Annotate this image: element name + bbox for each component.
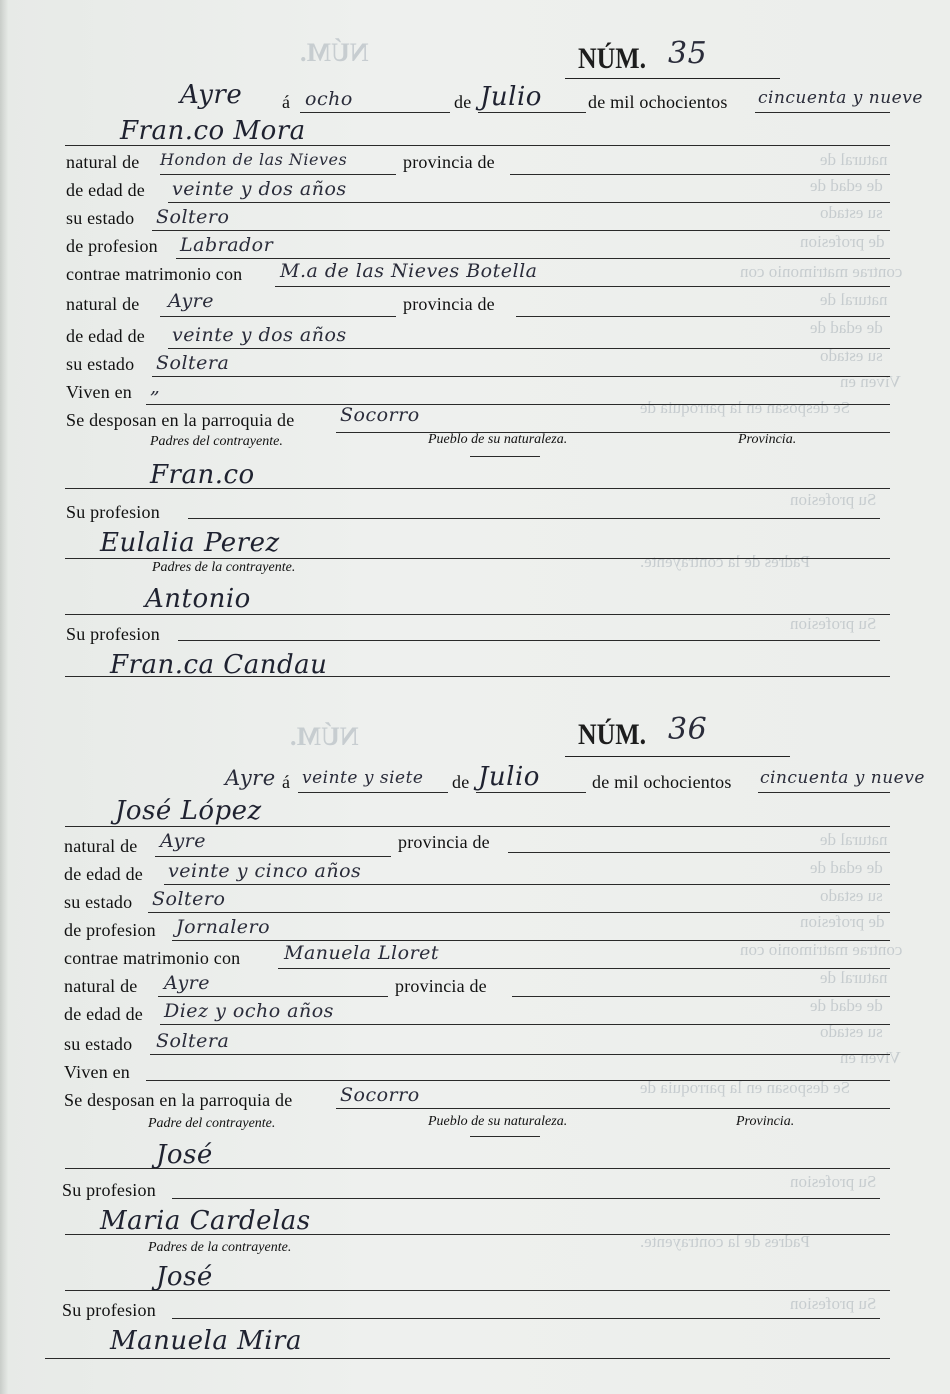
bride-status-label: su estado <box>64 1034 133 1054</box>
ghost-label: de edad de <box>810 858 883 877</box>
fill-line <box>160 174 396 175</box>
parroquia-label: Se desposan en la parroquia de <box>64 1090 293 1110</box>
ghost-label: Su profesion <box>790 1294 877 1313</box>
fill-line <box>516 316 890 317</box>
fill-line <box>176 258 890 259</box>
de-label: de <box>452 772 470 792</box>
month-value: Julio <box>478 762 540 792</box>
ghost-label: Padres de la contrayente. <box>640 1232 810 1251</box>
fill-line <box>278 968 890 969</box>
groom-father-value: Fran.co <box>150 460 255 490</box>
fill-line <box>172 1198 880 1199</box>
ghost-label: Se desposan en la parroquia de <box>640 398 851 417</box>
fill-line <box>758 792 890 793</box>
viven-value: „ <box>150 376 161 398</box>
fill-line <box>65 614 890 615</box>
a-label: á <box>282 772 291 792</box>
padres-contrayente-label: Padres del contrayente. <box>150 434 283 449</box>
bride-origin-value: Ayre <box>168 290 215 312</box>
entry-number-label: NÚM. <box>578 718 647 751</box>
fill-line <box>275 286 890 287</box>
ghost-label: su estado <box>820 886 883 905</box>
groom-profession-value: Jornalero <box>176 916 271 938</box>
ghost-label: su estado <box>820 346 883 365</box>
entry-number-value: 35 <box>668 36 708 71</box>
fill-line <box>150 1054 890 1055</box>
entry-number-value: 36 <box>668 712 708 747</box>
ghost-label: contrae matrimonio con <box>740 262 903 281</box>
bride-father-value: Antonio <box>145 584 251 614</box>
fill-line <box>155 856 391 857</box>
ghost-label: Padres de la contrayente. <box>640 552 810 571</box>
profesion-label: Su profesion <box>62 1180 156 1200</box>
bride-natural-label: natural de <box>64 976 138 996</box>
fill-line <box>160 1024 890 1025</box>
groom-mother-value: Maria Cardelas <box>100 1206 311 1236</box>
fill-line <box>152 376 890 377</box>
ghost-label: de edad de <box>810 176 883 195</box>
fill-line <box>508 852 890 853</box>
profesion-label: Su profesion <box>62 1300 156 1320</box>
provincia-header-label: Provincia. <box>736 1114 795 1129</box>
place-value: Ayre <box>225 766 276 790</box>
padres-contrayente-f-label: Padres de la contrayente. <box>152 560 296 575</box>
groom-natural-label: natural de <box>66 152 140 172</box>
groom-status-label: su estado <box>66 208 135 228</box>
contrae-label: contrae matrimonio con <box>66 264 243 284</box>
ghost-label: Viven en <box>840 1048 901 1067</box>
bride-father-value: José <box>156 1262 213 1292</box>
year-prefix-label: de mil ochocientos <box>592 772 732 792</box>
fill-line <box>65 826 890 827</box>
contrae-label: contrae matrimonio con <box>64 948 241 968</box>
groom-father-value: José <box>156 1140 213 1170</box>
a-label: á <box>282 92 291 112</box>
groom-name-value: Fran.co Mora <box>120 116 306 146</box>
fill-line <box>512 996 890 997</box>
bride-natural-label: natural de <box>66 294 140 314</box>
groom-mother-value: Eulalia Perez <box>100 528 280 558</box>
bride-provincia-label: provincia de <box>395 976 487 996</box>
fill-line <box>478 112 586 113</box>
fill-line <box>164 884 890 885</box>
bride-status-label: su estado <box>66 354 135 374</box>
groom-origin-value: Ayre <box>160 830 207 852</box>
ghost-label: natural de <box>820 290 888 309</box>
year-words-value: cincuenta y nueve <box>760 768 925 788</box>
bride-age-label: de edad de <box>64 1004 143 1024</box>
place-value: Ayre <box>180 80 243 110</box>
bride-origin-value: Ayre <box>164 972 211 994</box>
ghost-label: su estado <box>820 203 883 222</box>
ghost-num-label: NÚM. <box>290 722 359 751</box>
viven-label: Viven en <box>66 382 132 402</box>
groom-age-label: de edad de <box>66 180 145 200</box>
fill-line <box>146 1080 890 1081</box>
fill-line <box>152 230 890 231</box>
groom-natural-label: natural de <box>64 836 138 856</box>
de-label: de <box>454 92 472 112</box>
ghost-num-label: NÚM. <box>300 38 369 67</box>
bride-provincia-label: provincia de <box>403 294 495 314</box>
groom-status-label: su estado <box>64 892 133 912</box>
padres-contrayente-f-label: Padres de la contrayente. <box>148 1240 292 1255</box>
fill-line <box>65 145 890 146</box>
entry-number-rule <box>565 78 780 79</box>
bride-mother-value: Manuela Mira <box>110 1326 302 1356</box>
parish-value: Socorro <box>340 1084 420 1106</box>
fill-line <box>65 1290 890 1291</box>
groom-status-value: Soltero <box>156 206 230 228</box>
padres-contrayente-label: Padre del contrayente. <box>148 1116 276 1131</box>
entry-number-rule <box>565 756 790 757</box>
ghost-label: Su profesion <box>790 614 877 633</box>
ghost-label: Viven en <box>840 372 901 391</box>
fill-line <box>168 202 890 203</box>
fill-line <box>470 456 540 457</box>
pueblo-label: Pueblo de su naturaleza. <box>428 432 568 447</box>
groom-profession-value: Labrador <box>180 234 274 256</box>
fill-line <box>65 1234 890 1235</box>
year-words-value: cincuenta y nueve <box>758 88 923 108</box>
ghost-label: natural de <box>820 150 888 169</box>
fill-line <box>336 1108 890 1109</box>
groom-profession-label: de profesion <box>66 236 158 256</box>
bride-name-value: M.a de las Nieves Botella <box>280 260 538 282</box>
groom-profession-label: de profesion <box>64 920 156 940</box>
fill-line <box>178 640 880 641</box>
groom-provincia-label: provincia de <box>398 832 490 852</box>
fill-line <box>172 940 890 941</box>
day-value: ocho <box>305 88 353 110</box>
fill-line <box>160 316 396 317</box>
fill-line <box>172 1318 880 1319</box>
ghost-label: de edad de <box>810 996 883 1015</box>
bride-age-label: de edad de <box>66 326 145 346</box>
groom-age-label: de edad de <box>64 864 143 884</box>
fill-line <box>65 488 890 489</box>
month-value: Julio <box>480 82 542 112</box>
fill-line <box>65 558 890 559</box>
ghost-label: Su profesion <box>790 1172 877 1191</box>
ghost-label: contrae matrimonio con <box>740 940 903 959</box>
ghost-label: Su profesion <box>790 490 877 509</box>
ghost-label: de profesion <box>800 912 885 931</box>
ghost-label: natural de <box>820 968 888 987</box>
bride-age-value: Diez y ocho años <box>164 1000 334 1022</box>
fill-line <box>298 792 448 793</box>
ghost-label: Se desposan en la parroquia de <box>640 1078 851 1097</box>
fill-line <box>470 1136 540 1137</box>
entry-number-label: NÚM. <box>578 42 647 75</box>
pueblo-label: Pueblo de su naturaleza. <box>428 1114 568 1129</box>
bride-status-value: Soltera <box>156 1030 230 1052</box>
groom-status-value: Soltero <box>152 888 226 910</box>
fill-line <box>65 1168 890 1169</box>
profesion-label: Su profesion <box>66 502 160 522</box>
parish-value: Socorro <box>340 404 420 426</box>
fill-line <box>65 676 890 677</box>
ghost-label: de edad de <box>810 318 883 337</box>
ghost-label: su estado <box>820 1022 883 1041</box>
profesion-label: Su profesion <box>66 624 160 644</box>
bride-age-value: veinte y dos años <box>172 324 347 346</box>
viven-label: Viven en <box>64 1062 130 1082</box>
fill-line <box>168 348 890 349</box>
fill-line <box>510 174 890 175</box>
fill-line <box>45 1358 890 1359</box>
bride-status-value: Soltera <box>156 352 230 374</box>
day-value: veinte y siete <box>302 768 424 788</box>
groom-origin-value: Hondon de las Nieves <box>160 150 348 169</box>
fill-line <box>476 792 586 793</box>
groom-age-value: veinte y dos años <box>172 178 347 200</box>
provincia-header-label: Provincia. <box>738 432 797 447</box>
page-binding-edge <box>0 0 8 1394</box>
fill-line <box>158 996 388 997</box>
parroquia-label: Se desposan en la parroquia de <box>66 410 295 430</box>
fill-line <box>755 112 890 113</box>
fill-line <box>146 404 890 405</box>
groom-provincia-label: provincia de <box>403 152 495 172</box>
fill-line <box>300 112 450 113</box>
fill-line <box>188 518 880 519</box>
groom-age-value: veinte y cinco años <box>168 860 362 882</box>
bride-name-value: Manuela Lloret <box>284 942 440 964</box>
year-prefix-label: de mil ochocientos <box>588 92 728 112</box>
fill-line <box>148 912 890 913</box>
ghost-label: de profesion <box>800 232 885 251</box>
bride-mother-value: Fran.ca Candau <box>110 650 328 680</box>
ghost-label: natural de <box>820 830 888 849</box>
fill-line <box>336 432 890 433</box>
groom-name-value: José López <box>115 796 262 826</box>
